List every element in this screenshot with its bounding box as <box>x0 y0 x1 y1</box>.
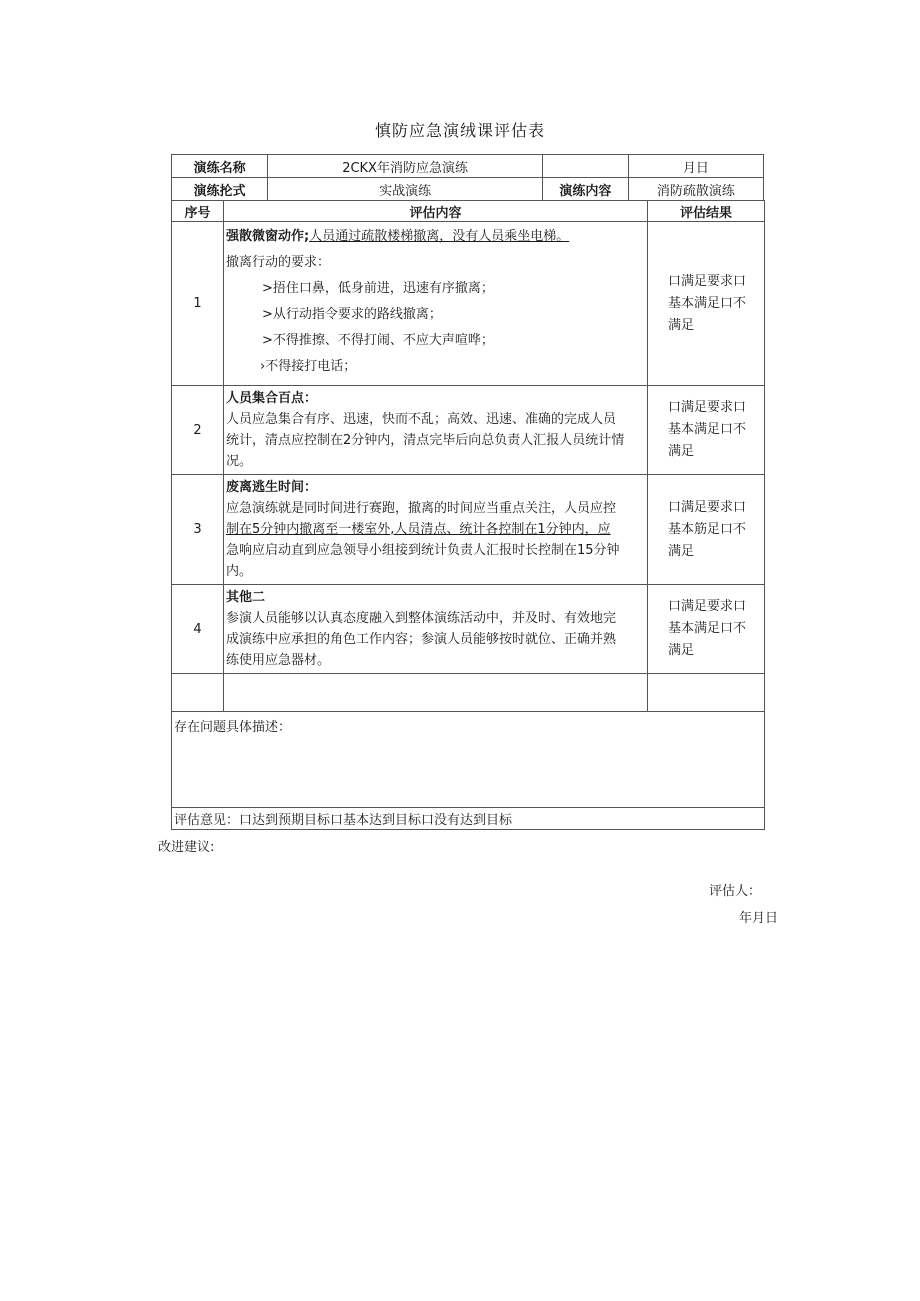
content-line: 撤离行动的要求： <box>226 255 331 270</box>
content-line: >不得推擦、不得打闹、不应大声喧哗； <box>262 333 494 348</box>
row-heading-rest: 人员通过疏散楼梯撤离，没有人员乘坐电梯。 <box>309 229 570 244</box>
empty-row <box>172 674 765 712</box>
row-seq: 1 <box>172 222 224 386</box>
problems-row <box>172 712 765 808</box>
form-label: 演练抡式 <box>172 178 268 201</box>
result-line: 基本满足口不 <box>668 621 747 636</box>
content-line: >捂住口鼻，低身前进，迅速有序撤离； <box>262 281 494 296</box>
content-line: >从行动指令要求的路线撤离； <box>262 307 442 322</box>
result-line: 满足 <box>668 543 695 559</box>
row-heading: 废离逃生时间： <box>226 480 318 495</box>
date-value: 月日 <box>628 155 763 178</box>
result-line: 口满足要求口 <box>668 273 747 289</box>
result-line: 口满足要求口 <box>668 599 747 614</box>
empty-cell <box>172 674 224 712</box>
result-line: 满足 <box>668 317 695 333</box>
row-heading: 强散微窗动作; <box>226 229 310 244</box>
row-content <box>224 475 648 585</box>
content-line: 内。 <box>226 564 253 579</box>
content-line: 况。 <box>226 454 253 469</box>
problems-label: 存在问题具体描述： <box>174 720 292 735</box>
form-value: 实战演练 <box>268 178 543 201</box>
blank-cell <box>542 155 628 178</box>
content-line: ›不得接打电话； <box>260 359 357 374</box>
row-heading: 其他二 <box>226 590 266 605</box>
row-result <box>648 222 765 386</box>
content-header: 评估内容 <box>224 201 648 222</box>
row-content <box>224 585 648 674</box>
result-line: 满足 <box>668 643 695 658</box>
content-label: 演练内容 <box>542 178 628 201</box>
result-line: 口满足要求口 <box>668 499 747 515</box>
criteria-table <box>171 200 765 830</box>
evaluation-table <box>171 154 764 201</box>
row-seq: 2 <box>172 386 224 475</box>
row-seq: 3 <box>172 475 224 585</box>
empty-cell <box>224 674 648 712</box>
content-line: 急响应启动直到应急领导小组接到统计负责人汇报时长控制在15分钟 <box>226 543 620 558</box>
column-header-row <box>172 201 765 222</box>
content-line: 人员应急集合有序、迅速，快而不乱；高效、迅速、准确的完成人员 <box>226 412 617 427</box>
result-line: 基本满足口不 <box>668 422 747 437</box>
criteria-row <box>172 585 765 674</box>
problems-cell <box>172 712 765 808</box>
content-line: 制在5分钟内撤离至一楼室外,人员清点、统计各控制在1分钟内，应 <box>226 522 611 537</box>
result-line: 基本满足口不 <box>668 295 747 311</box>
criteria-row <box>172 475 765 585</box>
content-line: 练使用应急器材。 <box>226 653 331 668</box>
name-value: 2CKX年消防应急演练 <box>268 155 543 178</box>
row-result <box>648 475 765 585</box>
opinion-row <box>172 808 765 830</box>
row-heading: 人员集合百点： <box>226 391 318 406</box>
name-label: 演练名称 <box>172 155 268 178</box>
criteria-row <box>172 386 765 475</box>
sign-date: 年月日 <box>739 911 779 926</box>
form-title: 慎防应急演绒课评估表 <box>374 121 545 140</box>
criteria-row <box>172 222 765 386</box>
advice-label: 改进建议: <box>158 840 215 855</box>
row-content <box>224 386 648 475</box>
header-row-name <box>172 155 764 178</box>
row-result <box>648 386 765 475</box>
content-line: 参演人员能够以认真态度融入到整体演练活动中，并及时、有效地完 <box>226 611 617 626</box>
header-row-form <box>172 178 764 201</box>
row-result <box>648 585 765 674</box>
result-header: 评估结果 <box>648 201 765 222</box>
result-line: 口满足要求口 <box>668 400 747 415</box>
empty-cell <box>648 674 765 712</box>
row-seq: 4 <box>172 585 224 674</box>
evaluator-label: 评估人： <box>709 884 762 899</box>
content-value: 消防疏散演练 <box>628 178 763 201</box>
content-line: 应急演练就是同时间进行赛跑，撤离的时间应当重点关注，人员应控 <box>226 501 617 516</box>
content-line: 成演练中应承担的角色工作内容；参演人员能够按时就位、正确并熟 <box>226 632 617 647</box>
row-content <box>224 222 648 386</box>
result-line: 基本筋足口不 <box>668 521 747 537</box>
result-line: 满足 <box>668 444 695 459</box>
opinion-cell: 评估意见：口达到预期目标口基本达到目标口没有达到目标 <box>172 808 765 830</box>
content-line: 统计，清点应控制在2分钟内，清点完毕后向总负责人汇报人员统计情 <box>226 433 625 448</box>
seq-header: 序号 <box>172 201 224 222</box>
